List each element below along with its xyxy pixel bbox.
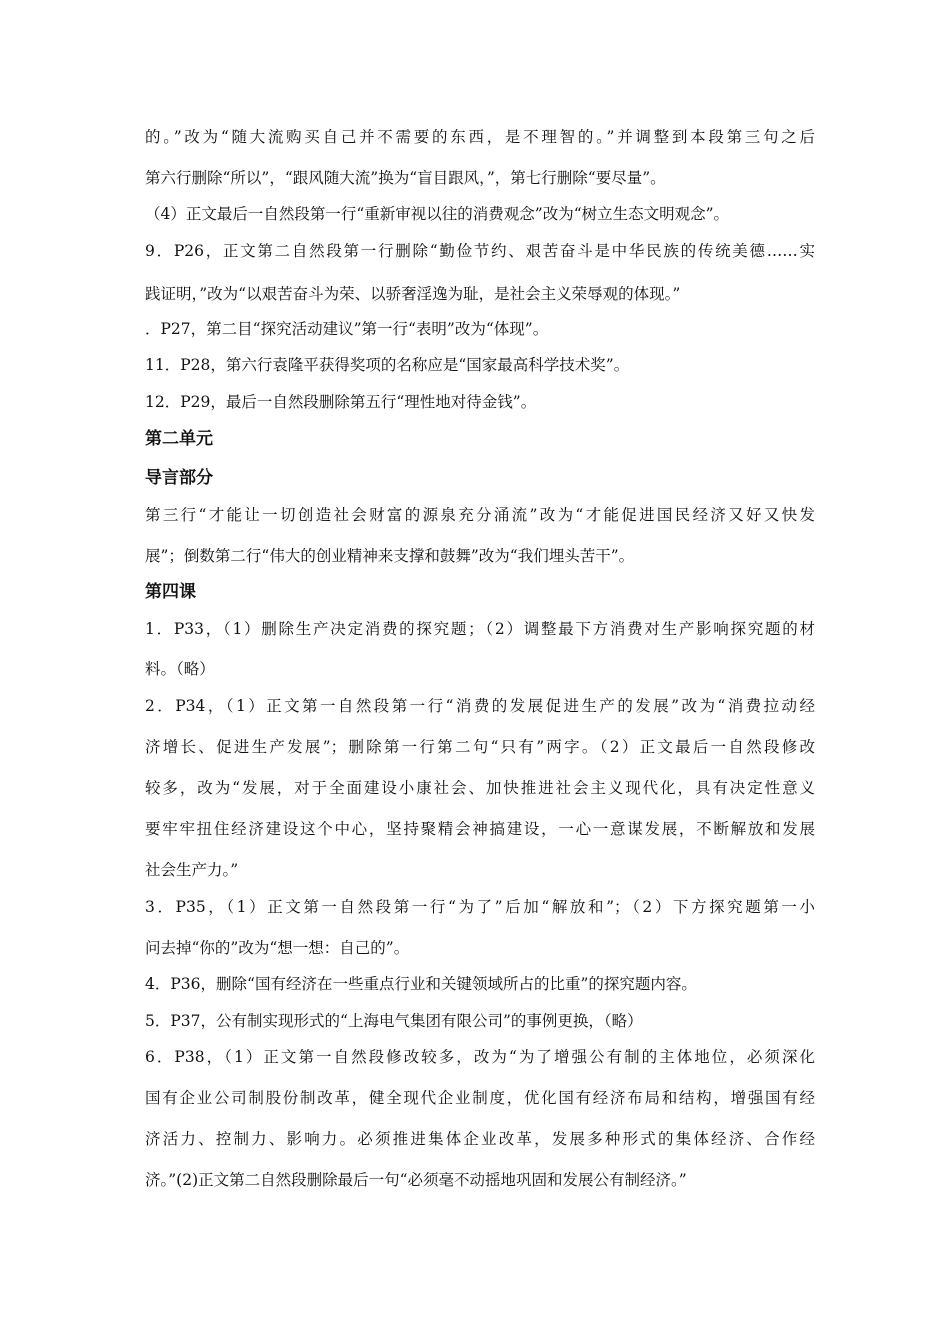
text-line: 济活力、控制力、影响力。必须推进集体企业改革，发展多种形式的集体经济、合作经 [145, 1130, 815, 1148]
section-heading: 第四课 [145, 582, 196, 602]
text-line: 济增长、促进生产发展”；删除第一行第二句“只有”两字。（2）正文最后一自然段修改 [145, 738, 815, 756]
text-line: 4．P36，删除“国有经济在一些重点行业和关键领域所占的比重”的探究题内容。 [145, 975, 697, 993]
text-line: 展”；倒数第二行“伟大的创业精神来支撑和鼓舞”改为“我们埋头苦干”。 [145, 547, 635, 565]
text-line: 6．P38，（1）正文第一自然段修改较多，改为“为了增强公有制的主体地位，必须深化 [145, 1048, 815, 1066]
text-line: 社会生产力。” [145, 861, 239, 879]
text-line: 第三行“才能让一切创造社会财富的源泉充分涌流”改为“才能促进国民经济又好又快发 [145, 506, 815, 524]
text-line: 1．P33，（1）删除生产决定消费的探究题；（2）调整最下方消费对生产影响探究题的材 [145, 620, 815, 638]
text-line: 11．P28，第六行袁隆平获得奖项的名称应是“国家最高科学技术奖”。 [145, 356, 630, 374]
text-line: 9．P26，正文第二自然段第一行删除“勤俭节约、艰苦奋斗是中华民族的传统美德……实 [145, 242, 815, 260]
text-line: （4）正文最后一自然段第一行“重新审视以往的消费观念”改为“树立生态文明观念”。 [145, 205, 730, 223]
text-line: 国有企业公司制股份制改革，健全现代企业制度，优化国有经济布局和结构，增强国有经 [145, 1089, 815, 1107]
text-line: 5．P37，公有制实现形式的“上海电气集团有限公司”的事例更换，（略） [145, 1012, 643, 1030]
text-line: 问去掉“你的”改为“想一想：自己的”。 [145, 939, 410, 957]
text-line: 第六行删除“所以”，“跟风随大流”换为“盲目跟风，”，第七行删除“要尽量”。 [145, 169, 666, 187]
text-line: 12．P29，最后一自然段删除第五行“理性地对待金钱”。 [145, 393, 537, 411]
section-heading: 第二单元 [145, 429, 213, 449]
text-line: 料。（略） [145, 660, 215, 678]
text-line: 要牢牢扭住经济建设这个中心，坚持聚精会神搞建设，一心一意谋发展，不断解放和发展 [145, 820, 815, 838]
text-line: 2．P34，（1）正文第一自然段第一行“消费的发展促进生产的发展”改为“消费拉动经 [145, 697, 815, 715]
text-line: 济。”(2)正文第二自然段删除最后一句“必须毫不动摇地巩固和发展公有制经济。” [145, 1171, 687, 1189]
text-line: 较多，改为“发展，对于全面建设小康社会、加快推进社会主义现代化，具有决定性意义 [145, 779, 815, 797]
text-line: 3．P35，（1）正文第一自然段第一行“为了”后加“解放和”；（2）下方探究题第一小 [145, 898, 815, 916]
text-line: 践证明，”改为“以艰苦奋斗为荣、以骄奢淫逸为耻，是社会主义荣辱观的体现。” [145, 285, 681, 303]
text-line: 的。”改为“随大流购买自己并不需要的东西，是不理智的。”并调整到本段第三句之后 [145, 128, 815, 146]
text-line: ．P27，第二目“探究活动建议”第一行“表明”改为“体现”。 [145, 320, 549, 338]
section-heading: 导言部分 [145, 468, 213, 488]
